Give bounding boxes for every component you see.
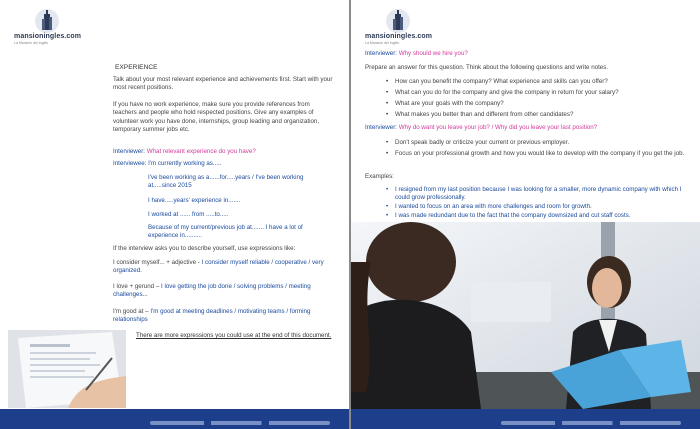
answer-line (113, 160, 343, 168)
brand-name: mansioningles.com (365, 33, 433, 40)
interviewer-label: Interviewer: (365, 50, 397, 57)
right-page (351, 0, 700, 429)
interviewer-label: Interviewer: (113, 148, 145, 155)
expression-2-example: I love getting the job done / solving problems / meeting challenges... (113, 283, 311, 299)
question-2-line (365, 124, 695, 132)
question-1-line (365, 50, 685, 58)
brand-name: mansioningles.com (14, 33, 82, 40)
interviewer-label: Interviewer: (365, 124, 397, 131)
example-item: I've been working as a......for.....years / I've been working at.....since 2015 (148, 174, 304, 190)
expression-3 (113, 308, 335, 325)
describe-intro: If the interview asks you to describe yourself, use expressions like: (113, 245, 296, 252)
expression-1-example: I consider myself reliable / cooperative / very organized. (113, 259, 324, 275)
answer-text: I'm currently working as..... (148, 160, 222, 167)
section-title: EXPERIENCE (115, 64, 158, 71)
q1-bullet: • What makes you better than and different from other candidates? (395, 111, 685, 119)
expression-1 (113, 259, 335, 276)
brand-tagline: La Mansión del Inglés (365, 41, 400, 45)
brand-logo (365, 8, 445, 48)
example-bullet: • I was made redundant due to the fact that the company downsized and cut staff costs. (395, 212, 685, 220)
more-expressions-note: There are more expressions you could use at the end of this document. (136, 332, 332, 339)
resume-photo (8, 330, 126, 408)
prepare-text: Prepare an answer for this question. Think about the following questions and write notes. (365, 64, 609, 71)
question-line (113, 148, 343, 156)
footer-bar (0, 409, 349, 429)
interviewee-label: Interviewee: (113, 160, 147, 167)
example-item: I worked at ...... from .....to..... (148, 211, 229, 218)
example-bullet: • I wanted to focus on an area with more challenges and room for growth. (395, 203, 685, 211)
example-item: I have.....years' experience in....... (148, 197, 241, 204)
interview-photo (351, 222, 700, 409)
q1-bullet: • How can you benefit the company? What experience and skills can you offer? (395, 78, 685, 86)
q2-bullet: • Don't speak badly or criticize your current or previous employer. (395, 139, 685, 147)
q1-bullet: • What can you do for the company and give the company in return for your salary? (395, 89, 685, 97)
example-item: Because of my current/previous job at....... I have a lot of experience in.......... (148, 224, 303, 240)
brand-logo (14, 8, 94, 48)
intro-paragraph-1: Talk about your most relevant experience and achievements first. Start with your most recent positions. (113, 76, 333, 92)
example-bullet: • I resigned from my last position because I was looking for a smaller, more dynamic company with which I could grow professionally. (395, 186, 685, 202)
examples-label: Examples: (365, 173, 394, 180)
expression-2 (113, 283, 335, 300)
expression-3-prefix: I'm good at – (113, 308, 149, 315)
footer-bar (351, 409, 700, 429)
question-2-text: Why do want you leave your job? / Why did you leave your last position? (398, 124, 598, 131)
left-page (0, 0, 349, 429)
question-1-text: Why should we hire you? (398, 50, 468, 57)
expression-3-example: I'm good at meeting deadlines / motivating teams / forming relationships (113, 308, 311, 324)
question-text: What relevant experience do you have? (146, 148, 256, 155)
tower-logo-icon (385, 8, 411, 34)
tower-logo-icon (34, 8, 60, 34)
brand-tagline: La Mansión del Inglés (14, 41, 49, 45)
expression-1-prefix: I consider myself... + adjective - (113, 259, 200, 266)
expression-2-prefix: I love + gerund – (113, 283, 160, 290)
intro-paragraph-2: If you have no work experience, make sure you provide references from teachers and people who hold respected positions. Give any examples of volunteer work you have done, internships, group leading and organization, temporary summer jobs etc. (113, 101, 320, 134)
q2-bullet: • Focus on your professional growth and how you would like to develop with the company if you get the job. (395, 150, 685, 158)
q1-bullet: • What are your goals with the company? (395, 100, 685, 108)
